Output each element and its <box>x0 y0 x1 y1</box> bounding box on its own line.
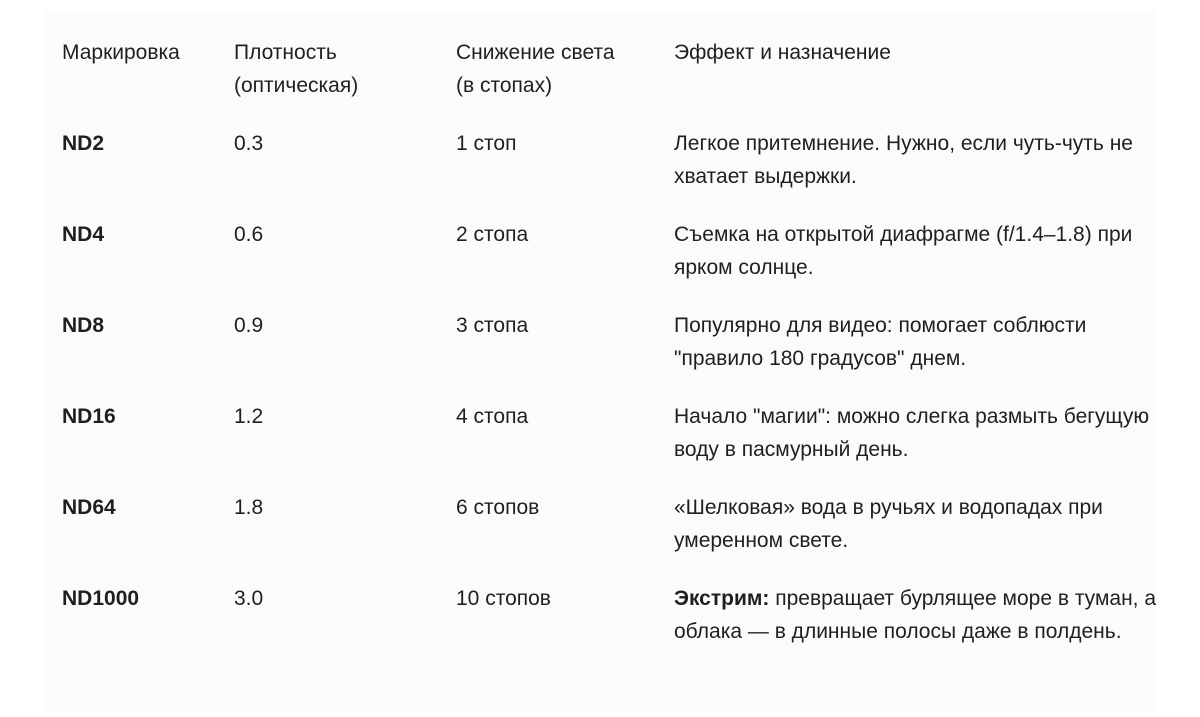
cell-stops <box>456 127 674 218</box>
cell-density <box>234 491 456 582</box>
density-value: 1.8 <box>234 496 264 519</box>
stops-value: 3 стопа <box>456 314 529 337</box>
density-value: 1.2 <box>234 405 264 428</box>
cell-density <box>234 127 456 218</box>
cell-density <box>234 400 456 491</box>
header-density-label: Плотность (оптическая) <box>234 41 359 97</box>
effect-text: Съемка на открытой диафрагме (f/1.4–1.8) при ярком солнце. <box>674 223 1133 279</box>
cell-effect <box>674 400 1162 491</box>
header-effect-label: Эффект и назначение <box>674 41 891 64</box>
cell-marking <box>62 309 234 400</box>
density-value: 0.9 <box>234 314 264 337</box>
stops-value: 2 стопа <box>456 223 529 246</box>
effect-text: «Шелковая» вода в ручьях и водопадах при умеренном свете. <box>674 496 1103 552</box>
cell-density <box>234 582 456 692</box>
marking-value: ND64 <box>62 496 116 519</box>
marking-value: ND16 <box>62 405 116 428</box>
cell-stops <box>456 218 674 309</box>
effect-text: Популярно для видео: помогает соблюсти "правило 180 градусов" днем. <box>674 314 1087 370</box>
cell-marking <box>62 582 234 692</box>
stops-value: 1 стоп <box>456 132 517 155</box>
effect-text: Легкое притемнение. Нужно, если чуть-чуть не хватает выдержки. <box>674 132 1133 188</box>
cell-density <box>234 218 456 309</box>
header-marking <box>62 36 234 127</box>
marking-value: ND4 <box>62 223 105 246</box>
nd-filter-table <box>62 36 1162 692</box>
table-row <box>62 309 1162 400</box>
marking-value: ND1000 <box>62 587 140 610</box>
table-row <box>62 582 1162 692</box>
cell-effect <box>674 309 1162 400</box>
cell-marking <box>62 491 234 582</box>
stops-value: 6 стопов <box>456 496 540 519</box>
stops-value: 10 стопов <box>456 587 551 610</box>
cell-density <box>234 309 456 400</box>
cell-effect <box>674 582 1162 692</box>
density-value: 0.3 <box>234 132 264 155</box>
header-stops-label: Снижение света (в стопах) <box>456 41 615 97</box>
table-row <box>62 400 1162 491</box>
table-header-row <box>62 36 1162 127</box>
effect-bold-text: Экстрим: <box>674 587 770 610</box>
cell-stops <box>456 582 674 692</box>
cell-stops <box>456 309 674 400</box>
cell-stops <box>456 491 674 582</box>
marking-value: ND2 <box>62 132 105 155</box>
header-stops <box>456 36 674 127</box>
cell-marking <box>62 127 234 218</box>
header-density <box>234 36 456 127</box>
stops-value: 4 стопа <box>456 405 529 428</box>
cell-marking <box>62 400 234 491</box>
header-effect <box>674 36 1162 127</box>
effect-text: Начало "магии": можно слегка размыть бегущую воду в пасмурный день. <box>674 405 1150 461</box>
table-row <box>62 491 1162 582</box>
cell-effect <box>674 127 1162 218</box>
cell-stops <box>456 400 674 491</box>
effect-text: превращает бурлящее море в туман, а облака — в длинные полосы даже в полдень. <box>674 587 1157 643</box>
cell-effect <box>674 218 1162 309</box>
cell-effect <box>674 491 1162 582</box>
table-row <box>62 218 1162 309</box>
table-row <box>62 127 1162 218</box>
density-value: 0.6 <box>234 223 264 246</box>
header-marking-label: Маркировка <box>62 41 180 64</box>
density-value: 3.0 <box>234 587 264 610</box>
marking-value: ND8 <box>62 314 105 337</box>
cell-marking <box>62 218 234 309</box>
